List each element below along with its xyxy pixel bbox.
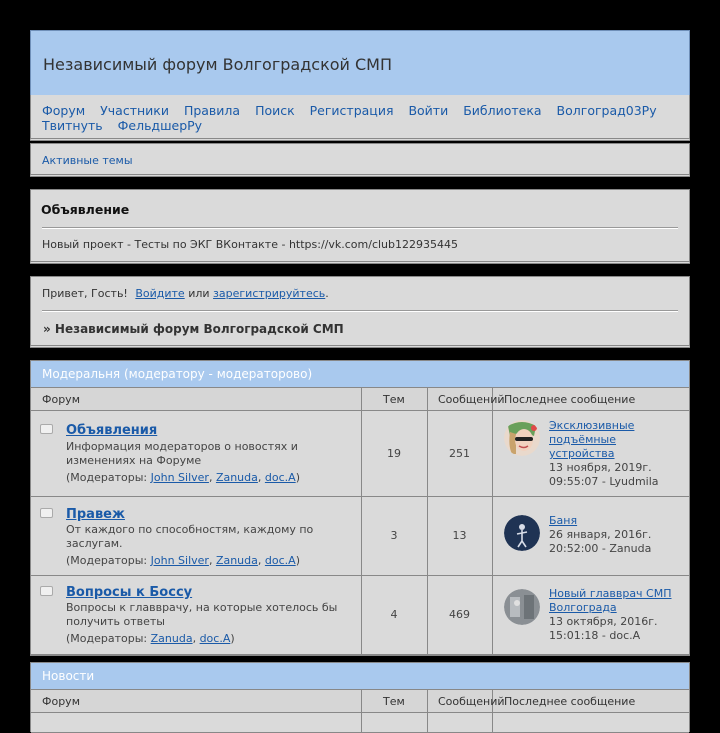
forum-moderators: (Модераторы: John Silver, Zanuda, doc.A) — [66, 554, 300, 567]
last-post-link[interactable]: Баня — [549, 514, 578, 527]
moderators-label: (Модераторы: — [66, 471, 148, 484]
guest-greeting: Привет, Гость! — [42, 287, 128, 300]
forum-title: Независимый форум Волгоградской СМП — [43, 55, 393, 74]
forum-moderators: (Модераторы: John Silver, Zanuda, doc.A) — [66, 471, 300, 484]
category-moderation — [30, 360, 690, 656]
announcement-box — [30, 189, 690, 264]
category-title: Модеральня (модератору - модераторово) — [31, 361, 689, 387]
nav-search[interactable]: Поиск — [255, 103, 295, 118]
nav-library[interactable]: Библиотека — [463, 103, 542, 118]
topics-count: 4 — [390, 608, 398, 621]
posts-count: 251 — [449, 447, 470, 460]
forum-header — [30, 30, 690, 96]
col-last-post: Последнее сообщение — [504, 695, 636, 708]
moderator-link[interactable]: doc.A — [264, 471, 296, 484]
col-posts: Сообщений — [438, 695, 505, 708]
last-post — [504, 587, 684, 643]
moderator-link[interactable]: Zanuda — [150, 632, 193, 645]
forum-description: Информация модераторов о новостях и изменениях на Форуме — [66, 440, 298, 467]
col-posts: Сообщений — [438, 393, 505, 406]
nav-users[interactable]: Участники — [100, 103, 169, 118]
last-post-link[interactable]: Новый главврач СМП Волгограда — [549, 587, 672, 614]
moderator-link[interactable]: Zanuda — [215, 471, 258, 484]
nav-rules[interactable]: Правила — [183, 103, 241, 118]
last-post — [504, 514, 684, 556]
posts-count: 469 — [449, 608, 470, 621]
moderator-link[interactable]: John Silver — [150, 471, 209, 484]
guest-dot: . — [325, 287, 329, 300]
guest-box — [30, 276, 690, 348]
forum-status-icon — [40, 424, 53, 434]
col-last-post: Последнее сообщение — [504, 393, 636, 406]
moderator-link[interactable]: Zanuda — [215, 554, 258, 567]
nav-tweet[interactable]: Твитнуть — [42, 118, 103, 133]
last-post-date: 26 января, 2016г. 20:52:00 - Zanuda — [549, 528, 652, 555]
nav-login[interactable]: Войти — [408, 103, 449, 118]
moderator-link[interactable]: doc.A — [264, 554, 296, 567]
col-forum: Форум — [42, 695, 80, 708]
forum-description: От каждого по способностям, каждому по заслугам. — [66, 523, 314, 550]
moderator-link[interactable]: doc.A — [199, 632, 231, 645]
forum-table — [31, 387, 689, 655]
guest-divider — [42, 310, 678, 312]
forum-moderators: (Модераторы: Zanuda, doc.A) — [66, 632, 235, 645]
guest-line — [42, 287, 329, 300]
forum-row — [31, 576, 689, 655]
or-text: или — [188, 287, 210, 300]
category-news — [30, 662, 690, 732]
active-topics-bar — [30, 143, 690, 177]
forum-status-icon — [40, 508, 53, 518]
forum-table — [31, 689, 689, 733]
nav-links — [42, 103, 672, 133]
topics-count: 19 — [387, 447, 401, 460]
breadcrumb: » Независимый форум Волгоградской СМП — [43, 322, 344, 336]
announcement-title: Объявление — [41, 202, 130, 217]
last-post-link[interactable]: Эксклюзивные подъёмные устройства — [549, 419, 635, 460]
login-link[interactable]: Войдите — [135, 287, 185, 300]
nav-volgograd03[interactable]: Волгоград03Ру — [556, 103, 657, 118]
announcement-text: Новый проект - Тесты по ЭКГ ВКонтакте - https://vk.com/club122935445 — [42, 238, 458, 251]
moderator-link[interactable]: John Silver — [150, 554, 209, 567]
active-topics-link[interactable]: Активные темы — [42, 154, 133, 167]
forum-link[interactable]: Объявления — [66, 423, 158, 438]
main-nav — [30, 95, 690, 141]
moderators-label: (Модераторы: — [66, 632, 148, 645]
moderators-label: (Модераторы: — [66, 554, 148, 567]
nav-register[interactable]: Регистрация — [309, 103, 394, 118]
posts-count: 13 — [452, 529, 467, 542]
register-link[interactable]: зарегистрируйтесь — [213, 287, 326, 300]
category-title: Новости — [31, 663, 689, 689]
forum-description: Вопросы к главврачу, на которые хотелось бы получить ответы — [66, 601, 338, 628]
col-topics: Тем — [383, 695, 405, 708]
forum-row — [31, 497, 689, 576]
forum-status-icon — [40, 586, 53, 596]
topics-count: 3 — [390, 529, 398, 542]
forum-link[interactable]: Правеж — [66, 507, 125, 522]
col-forum: Форум — [42, 393, 80, 406]
last-post — [504, 419, 684, 489]
forum-row — [31, 713, 689, 733]
nav-feldsher[interactable]: ФельдшерРу — [117, 118, 203, 133]
table-header — [31, 387, 689, 411]
col-topics: Тем — [383, 393, 405, 406]
last-post-date: 13 октября, 2016г. 15:01:18 - doc.A — [549, 615, 658, 642]
forum-row — [31, 411, 689, 497]
announcement-divider — [42, 227, 678, 229]
forum-link[interactable]: Вопросы к Боссу — [66, 585, 193, 600]
last-post-date: 13 ноября, 2019г. 09:55:07 - Lyudmila — [549, 461, 659, 488]
nav-forum[interactable]: Форум — [42, 103, 86, 118]
table-header — [31, 689, 689, 713]
